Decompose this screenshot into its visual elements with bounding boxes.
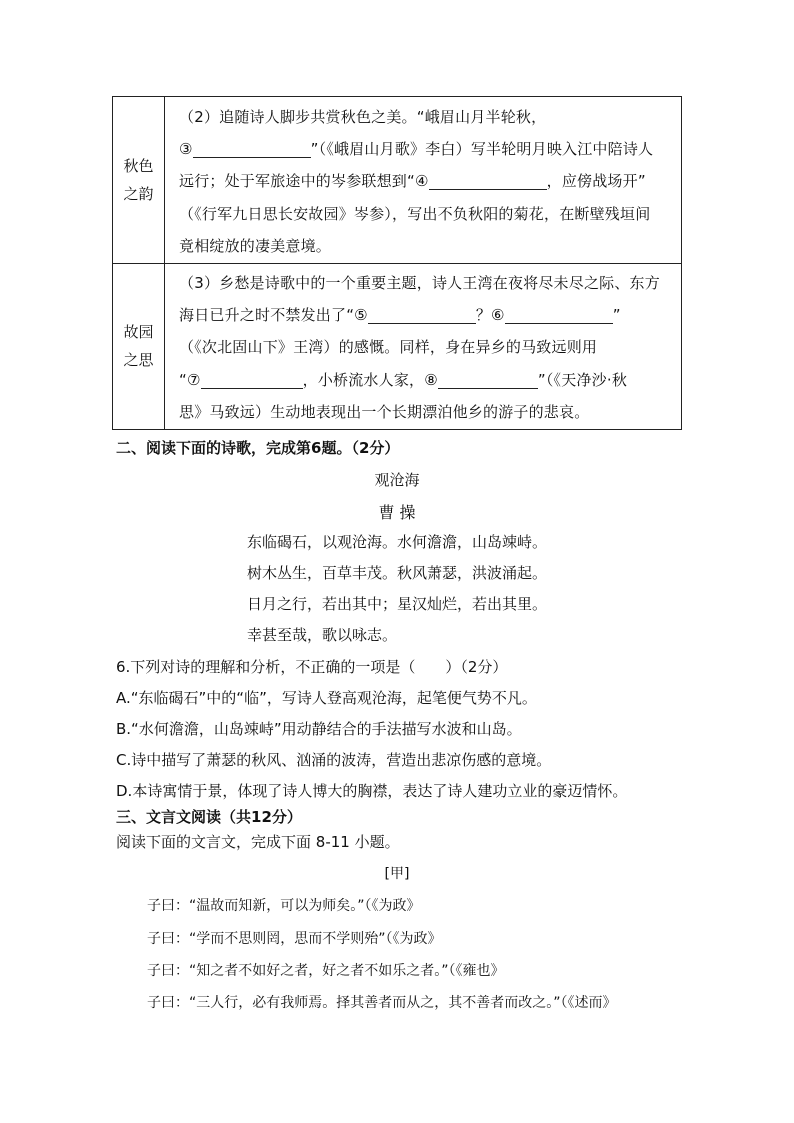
content-cell: [171, 101, 675, 262]
table-row-homesick: [113, 263, 681, 429]
text-line: ”（《天净沙·秋: [537, 370, 628, 389]
table-row-autumn: [113, 97, 681, 264]
text-line: （3）乡愁是诗歌中的一个重要主题，诗人王湾在夜将尽未尽之际、东方: [179, 274, 660, 292]
text-line: （《次北固山下》王湾）的感慨。同样，身在异乡的马致远则用: [179, 338, 598, 357]
text-line: ”（《峨眉山月歌》李白）写半轮明月映入江中陪诗人: [310, 140, 654, 159]
text-line: 竟相绽放的凄美意境。: [179, 236, 332, 255]
category-label: 之韵: [123, 185, 154, 203]
poem-author: 曹 操: [378, 503, 416, 522]
quote-line: 子曰：“温故而知新，可以为师矣。”（《为政》: [147, 898, 421, 914]
section-3-instruction: 阅读下面的文言文，完成下面 8-11 小题。: [116, 833, 400, 851]
content-cell: [171, 267, 675, 428]
text-line: （《行军九日思长安故园》岑参），写出不负秋阳的菊花，在断壁残垣间: [179, 204, 651, 223]
passage-label: [甲]: [384, 866, 410, 882]
answer-blank-4[interactable]: [429, 171, 547, 190]
poem-line: 幸甚至哉，歌以咏志。: [247, 626, 398, 644]
text-line: “⑦: [179, 370, 201, 389]
category-label: 之思: [123, 351, 154, 369]
option-a[interactable]: A.“东临碣石”中的“临”，写诗人登高观沧海，起笔便气势不凡。: [116, 689, 537, 707]
blank-number: ③: [179, 140, 193, 159]
text-line: （2）追随诗人脚步共赏秋色之美。“峨眉山月半轮秋，: [179, 108, 547, 126]
category-cell: [113, 263, 165, 429]
quote-line: 子曰：“三人行，必有我师焉。择其善者而从之，其不善者而改之。”（《述而》: [147, 995, 617, 1011]
text-line: ”: [612, 306, 621, 325]
category-label: 秋色: [123, 157, 154, 175]
answer-blank-6[interactable]: [505, 305, 613, 324]
option-d[interactable]: D.本诗寓情于景，体现了诗人博大的胸襟，表达了诗人建功立业的豪迈情怀。: [116, 782, 628, 800]
answer-blank-5[interactable]: [368, 305, 476, 324]
quote-line: 子曰：“知之者不如好之者，好之者不如乐之者。”（《雍也》: [147, 963, 505, 979]
quote-line: 子曰：“学而不思则罔，思而不学则殆”（《为政》: [147, 931, 442, 947]
poem-line: 日月之行，若出其中；星汉灿烂，若出其里。: [247, 595, 548, 613]
poem-line: 树木丛生，百草丰茂。秋风萧瑟，洪波涌起。: [247, 564, 548, 582]
text-line: 海日已升之时不禁发出了“⑤: [179, 306, 368, 325]
option-c[interactable]: C.诗中描写了萧瑟的秋风、汹涌的波涛，营造出悲凉伤感的意境。: [116, 751, 552, 769]
answer-blank-8[interactable]: [438, 370, 538, 389]
poem-line: 东临碣石，以观沧海。水何澹澹，山岛竦峙。: [247, 533, 548, 551]
text-line: ？⑥: [475, 306, 505, 325]
question-6: 6.下列对诗的理解和分析，不正确的一项是（ ）（2分）: [116, 658, 508, 676]
text-line: ，小桥流水人家，⑧: [302, 370, 438, 389]
option-b[interactable]: B.“水何澹澹，山岛竦峙”用动静结合的手法描写水波和山岛。: [116, 720, 522, 738]
answer-blank-7[interactable]: [201, 370, 303, 389]
section-3-heading: 三、文言文阅读（共12分）: [116, 808, 302, 826]
section-2-heading: 二、阅读下面的诗歌，完成第6题。（2分）: [116, 439, 400, 457]
text-line: 远行；处于军旅途中的岑参联想到“④: [179, 172, 429, 191]
category-label: 故园: [123, 323, 154, 341]
fill-in-table: [112, 96, 682, 430]
answer-blank-3[interactable]: [193, 139, 311, 158]
poem-title: 观沧海: [374, 471, 420, 489]
category-cell: [113, 97, 165, 263]
text-line: ，应傍战场开”: [546, 172, 646, 191]
text-line: 思》马致远）生动地表现出一个长期漂泊他乡的游子的悲哀。: [179, 402, 590, 421]
